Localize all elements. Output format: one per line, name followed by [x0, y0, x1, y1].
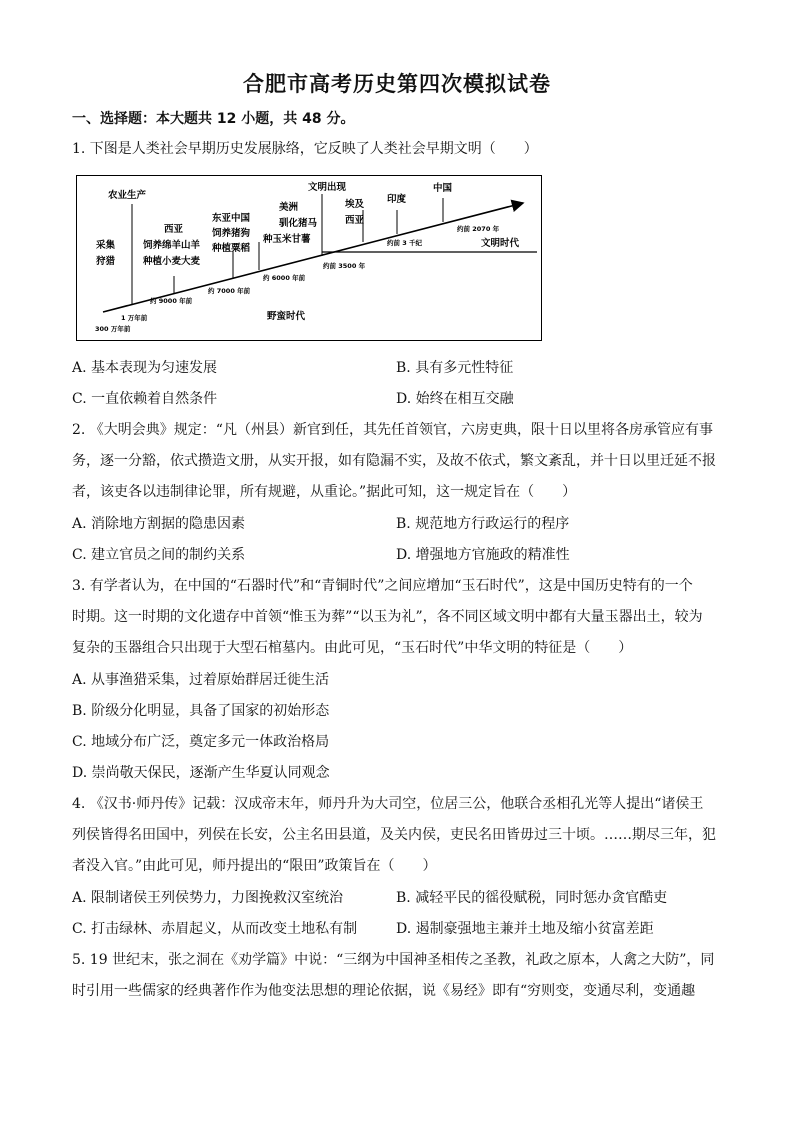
q5-stem-line-1: 5. 19 世纪末，张之洞在《劝学篇》中说：“三纲为中国神圣相传之圣教，礼政之原本，人禽之大防”，同	[72, 952, 715, 968]
q4-stem-line-2: 列侯皆得名田国中，列侯在长安，公主名田县道，及关内侯，吏民名田皆毋过三十顷。……期尽三年，犯	[72, 827, 716, 843]
label-xiya-2: 饲养绵羊山羊	[143, 240, 201, 251]
label-aiji-2: 西亚	[345, 215, 365, 226]
label-agri: 农业生产	[108, 190, 147, 201]
q5-stem-line-2: 时引用一些儒家的经典著作作为他变法思想的理论依据，说《易经》即有“穷则变，变通尽利，变通趣	[72, 983, 696, 999]
q3-stem-line-2: 时期。这一时期的文化遗存中首领“惟玉为葬”“以玉为礼”，各不同区域文明中都有大量玉器出土，较为	[72, 609, 703, 625]
q4-stem-line-1: 4. 《汉书·师丹传》记载：汉成帝末年，师丹升为大司空，位居三公，他联合丞相孔光等人提出“诸侯王	[72, 796, 704, 812]
q1-option-c[interactable]: C. 一直依赖着自然条件	[72, 391, 218, 407]
time-9000: 约 9000 年前	[150, 297, 193, 305]
time-3500: 约前 3500 年	[323, 262, 366, 270]
label-wenming-shidai: 文明时代	[481, 238, 520, 249]
q3-option-a[interactable]: A. 从事渔猎采集，过着原始群居迁徙生活	[72, 672, 330, 688]
label-wenming-chuxian: 文明出现	[308, 182, 347, 193]
history-timeline-diagram	[76, 175, 542, 341]
q1-option-a[interactable]: A. 基本表现为匀速发展	[72, 360, 218, 376]
q2-stem-line-2: 务，逐一分豁，依式攒造文册，从实开报，如有隐漏不实，及故不依式，繁文紊乱，并十日以里迁延不报	[72, 453, 716, 469]
q4-option-d[interactable]: D. 遏制豪强地主兼并土地及缩小贫富差距	[396, 921, 654, 937]
q1-option-d[interactable]: D. 始终在相互交融	[396, 391, 514, 407]
label-yindu: 印度	[387, 194, 407, 205]
q2-option-a[interactable]: A. 消除地方割据的隐患因素	[72, 516, 246, 532]
q1-option-b[interactable]: B. 具有多元性特征	[396, 360, 514, 376]
q4-option-c[interactable]: C. 打击绿林、赤眉起义，从而改变土地私有制	[72, 921, 358, 937]
q2-option-c[interactable]: C. 建立官员之间的制约关系	[72, 547, 246, 563]
q1-stem: 1. 下图是人类社会早期历史发展脉络，它反映了人类社会早期文明（ ）	[72, 141, 538, 157]
label-caiji-1: 采集	[96, 240, 116, 251]
q3-option-c[interactable]: C. 地域分布广泛，奠定多元一体政治格局	[72, 734, 330, 750]
label-xiya-3: 种植小麦大麦	[143, 256, 201, 267]
q2-stem-line-3: 者，该吏各以违制律论罪，所有规避，从重论。”据此可知，这一规定旨在（ ）	[72, 484, 577, 500]
label-dongya-1: 东亚中国	[212, 213, 251, 224]
page-title: 合肥市高考历史第四次模拟试卷	[243, 72, 551, 96]
time-1w: 1 万年前	[121, 314, 148, 322]
time-3000: 约前 3 千纪	[387, 239, 423, 247]
label-dongya-3: 种植粟稻	[212, 243, 251, 254]
label-aiji-1: 埃及	[345, 199, 365, 210]
q4-stem-line-3: 者没入官。”由此可见，师丹提出的“限田”政策旨在（ ）	[72, 858, 437, 874]
label-meizhou-3: 种玉米甘薯	[263, 234, 311, 245]
q2-option-d[interactable]: D. 增强地方官施政的精准性	[396, 547, 570, 563]
time-300w: 300 万年前	[95, 325, 131, 333]
label-meizhou-2: 驯化猪马	[279, 218, 318, 229]
q2-stem-line-1: 2. 《大明会典》规定：“凡（州县）新官到任，其先任首领官，六房吏典，限十日以里将各房承管应有事	[72, 422, 713, 438]
time-6000: 约 6000 年前	[263, 274, 306, 282]
label-meizhou-1: 美洲	[279, 202, 299, 213]
q2-option-b[interactable]: B. 规范地方行政运行的程序	[396, 516, 570, 532]
label-yeman: 野蛮时代	[267, 311, 306, 322]
q3-option-b[interactable]: B. 阶级分化明显，具备了国家的初始形态	[72, 703, 330, 719]
label-dongya-2: 饲养猪狗	[212, 228, 251, 239]
label-zhongguo: 中国	[433, 183, 453, 194]
label-caiji-2: 狩猎	[96, 256, 116, 267]
q3-option-d[interactable]: D. 崇尚敬天保民，逐渐产生华夏认同观念	[72, 765, 330, 781]
q3-stem-line-1: 3. 有学者认为，在中国的“石器时代”和“青铜时代”之间应增加“玉石时代”，这是中国历史特有的一个	[72, 578, 693, 594]
q4-option-a[interactable]: A. 限制诸侯王列侯势力，力图挽救汉室统治	[72, 890, 344, 906]
time-2070: 约前 2070 年	[457, 225, 500, 233]
time-7000: 约 7000 年前	[208, 287, 251, 295]
label-xiya-1: 西亚	[164, 224, 184, 235]
timeline-svg	[77, 176, 543, 342]
q4-option-b[interactable]: B. 减轻平民的徭役赋税，同时惩办贪官酷吏	[396, 890, 668, 906]
q3-stem-line-3: 复杂的玉器组合只出现于大型石棺墓内。由此可见，“玉石时代”中华文明的特征是（ ）	[72, 640, 633, 656]
section-heading: 一、选择题：本大题共 12 小题，共 48 分。	[72, 111, 355, 127]
